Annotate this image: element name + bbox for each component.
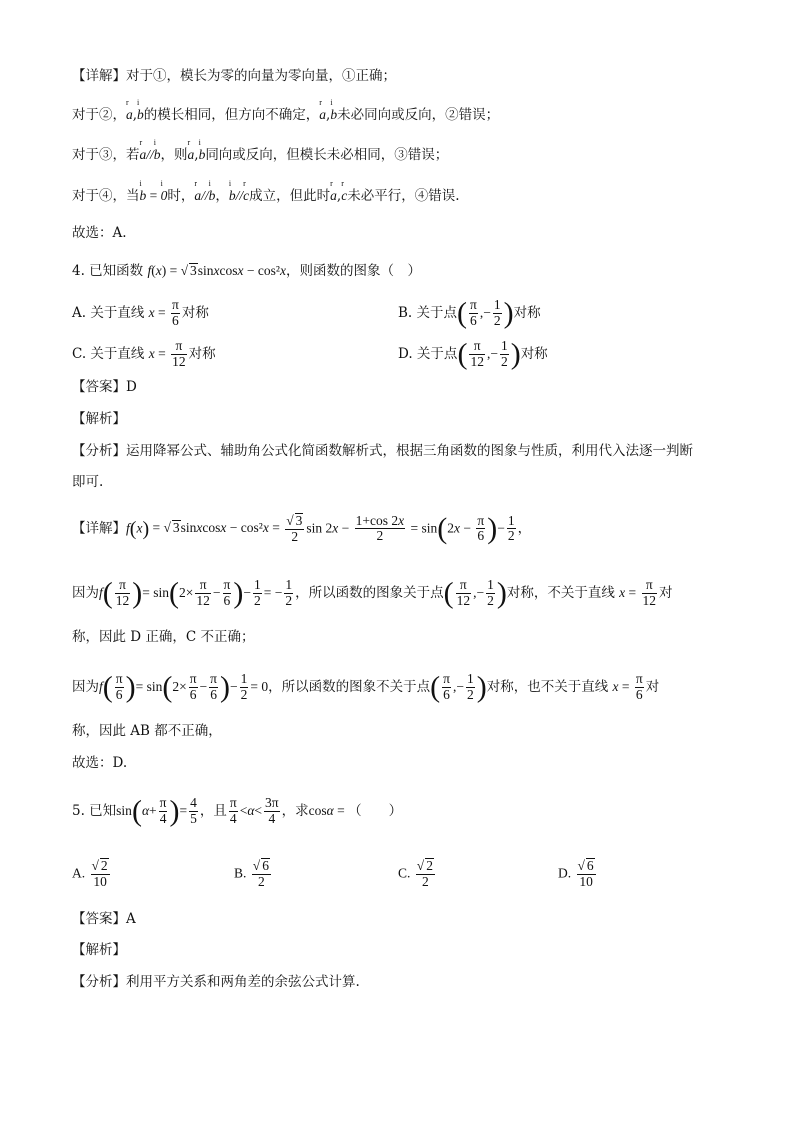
choose-a: 故选：A. [72,225,127,241]
option-a: A. 关于直线 x = $\frac{\pi}{6}$ 对称 [72,297,209,328]
choose-d: 故选：D. [72,755,128,771]
solution-line-2: 对于②，r a,i b的模长相同，但方向不确定，r a,i b未必同向或反向，②错误； [72,108,499,123]
q5-option-b: B. $\frac{√ 6}{2}$ [234,858,269,889]
because-2-cont: 称，因此 AB 都不正确， [72,723,222,739]
solution-line-3: 对于③，若r a//i b，则r a,i b同向或反向，但模长未必相同，③错误； [72,148,448,163]
option-b: B. 关于点( $\frac{\pi}{6}$ ,− $\frac{1}{2}$ )对称 [398,296,541,330]
q5-option-a: A. $\frac{√ 2}{10}$ [72,858,108,889]
because-1-cont: 称，因此 D 正确，C 不正确； [72,629,255,645]
fenxi-4a: 【分析】运用降幂公式、辅助角公式化简函数解析式，根据三角函数的图象与性质，利用代入法逐一判断 [72,443,693,459]
answer-4: 【答案】D [72,379,137,395]
option-d: D. 关于点( $\frac{\pi}{12}$ ,− $\frac{1}{2}$ )对称 [398,337,548,371]
option-c: C. 关于直线 x = $\frac{\pi}{12}$ 对称 [72,338,216,369]
because-1: 因为f( $\frac{\pi}{12}$ )= sin(2× $\frac{\pi}{12}$ − $\frac{\pi}{6}$ )− $\frac{1}{2}$ = − $\frac{1}{2}$ ，所以函数的图象关于点( $\frac{\pi}{12}$ ,− $\frac{1}{2}$ )对称，不关于直线 x = $\frac{\pi}{12}$ 对 [72,576,673,610]
question-4: 4. 已知函数 f(x) = √ 3sinxcosx − cos²x，则函数的图象（ ） [72,263,421,279]
answer-5: 【答案】A [72,911,136,927]
because-2: 因为f( $\frac{\pi}{6}$ )= sin(2× $\frac{\pi}{6}$ − $\frac{\pi}{6}$ )− $\frac{1}{2}$ = 0，所以函数的图象不关于点( $\frac{\pi}{6}$ ,− $\frac{1}{2}$ )对称，也不关于直线 x = $\frac{\pi}{6}$ 对 [72,670,660,704]
q5-option-c: C. $\frac{√ 2}{2}$ [398,858,433,889]
fenxi-5: 【分析】利用平方关系和两角差的余弦公式计算. [72,974,360,990]
analysis-4: 【解析】 [72,411,126,427]
analysis-5: 【解析】 [72,942,126,958]
fenxi-4b: 即可. [72,474,104,490]
q5-option-d: D. $\frac{√ 6}{10}$ [558,858,594,889]
solution-line-4: 对于④，当i b = i 0时，r a//i b，i b//r c成立，但此时r a,r c未必平行，④错误. [72,189,460,204]
solution-line-1: 【详解】对于①，模长为零的向量为零向量，①正确； [72,68,396,84]
question-5: 5. 已知sin(α+ $\frac{\pi}{4}$ )= $\frac{4}{5}$ ，且 $\frac{\pi}{4}$ <α< $\frac{3\pi}{4}$ ，求cosα = （ ） [72,794,403,828]
detail-4: 【详解】f(x) = √ 3sinxcosx − cos²x = $\frac{√ 3}{2}$ sin 2x − $\frac{1+\cos 2x}{2}$ = sin(2x − $\frac{\pi}{6}$ )− $\frac{1}{2}$ ， [72,511,532,545]
